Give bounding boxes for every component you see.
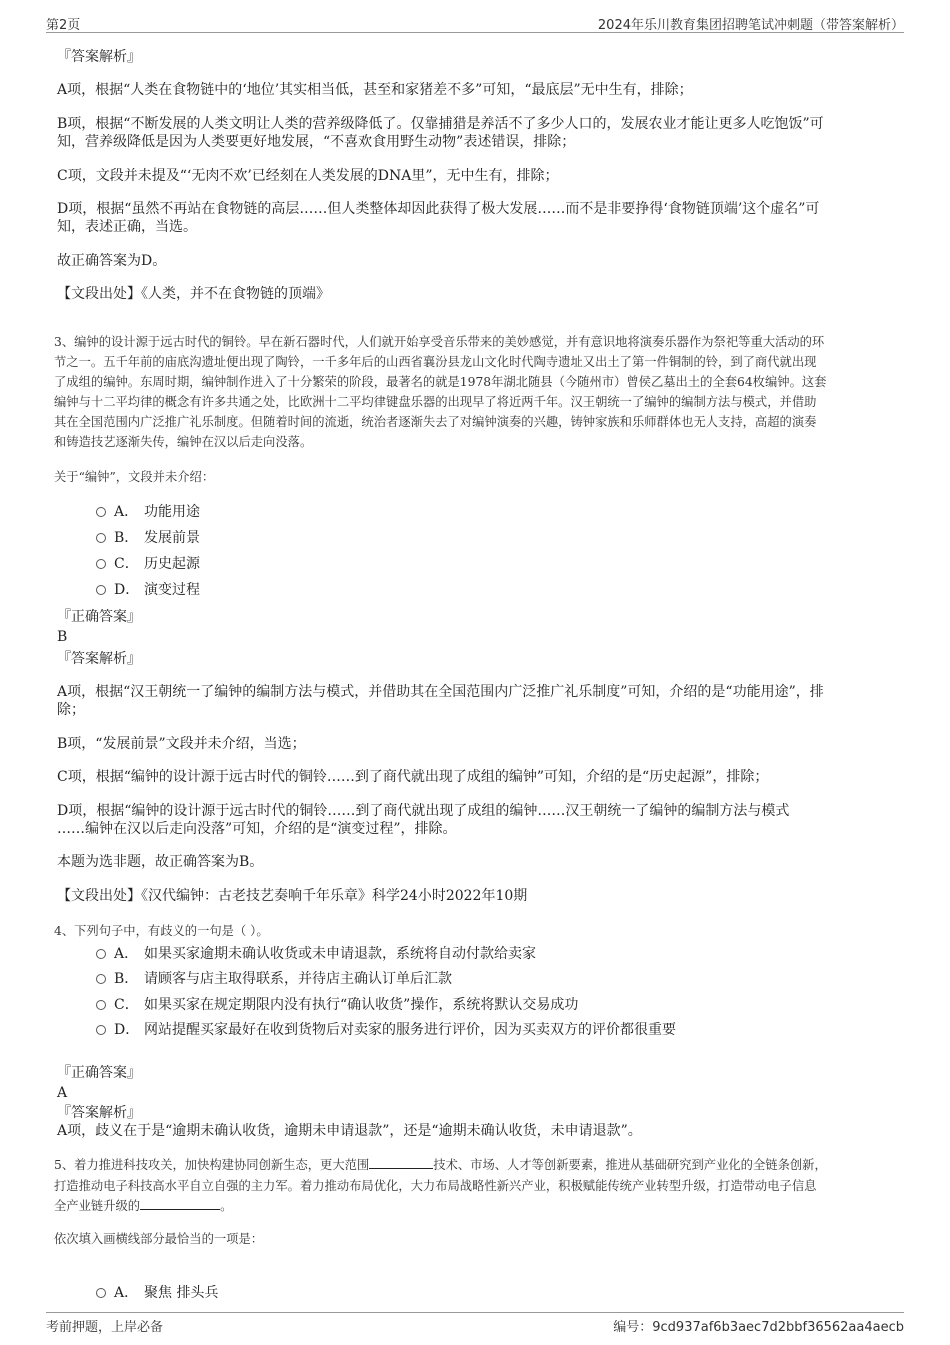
option-text: 功能用途 xyxy=(144,504,200,520)
radio-icon[interactable] xyxy=(96,507,106,517)
option-letter: A． xyxy=(114,946,139,962)
analysis-d-line1: D项，根据“虽然不再站在食物链的高层……但人类整体却因此获得了极大发展……而不是非要挣得‘食物链顶端’这个虚名”可 xyxy=(57,201,820,217)
option-b[interactable] xyxy=(96,969,452,989)
question-prompt: 依次填入画横线部分最恰当的一项是： xyxy=(54,1232,264,1246)
option-a[interactable] xyxy=(96,502,200,522)
analysis-d-line1: D项，根据“编钟的设计源于远古时代的铜铃……到了商代就出现了成组的编钟……汉王朝统一了编钟的编制方法与模式 xyxy=(57,803,790,819)
radio-icon[interactable] xyxy=(96,1000,106,1010)
document-title: 2024年乐川教育集团招聘笔试冲刺题（带答案解析） xyxy=(597,18,904,33)
analysis-label: 『答案解析』 xyxy=(57,49,141,65)
question-text-line1 xyxy=(54,1155,888,1175)
analysis-a-line2: 除； xyxy=(57,702,85,718)
radio-icon[interactable] xyxy=(96,533,106,543)
analysis-label: 『答案解析』 xyxy=(57,1105,141,1121)
fill-blank-1 xyxy=(369,1156,433,1169)
option-text: 聚焦 排头兵 xyxy=(144,1285,219,1301)
answer-value: B xyxy=(57,629,68,645)
option-text: 演变过程 xyxy=(144,582,200,598)
passage-line: 编钟与十二平均律的概念有许多共通之处，比欧洲十二平均律键盘乐器的出现早了将近两千年。汉王朝统一了编钟的编制方法与模式，并借助 xyxy=(54,395,817,409)
option-text: 请顾客与店主取得联系，并待店主确认订单后汇款 xyxy=(144,971,452,987)
radio-icon[interactable] xyxy=(96,974,106,984)
question-text-line3 xyxy=(54,1196,888,1216)
option-letter: C． xyxy=(114,997,139,1013)
option-c[interactable] xyxy=(96,554,200,574)
document-id-label: 编号： xyxy=(613,1320,653,1335)
answer-value: A xyxy=(57,1085,68,1101)
analysis-label: 『答案解析』 xyxy=(57,651,141,667)
option-text: 网站提醒买家最好在收到货物后对卖家的服务进行评价，因为买卖双方的评价都很重要 xyxy=(144,1022,676,1038)
analysis-text: A项，歧义在于是“逾期未确认收货，逾期未申请退款”，还是“逾期未确认收货，未申请退款”。 xyxy=(57,1123,642,1139)
question-text: 4、下列句子中，有歧义的一句是（ ）。 xyxy=(54,924,269,938)
option-letter: B． xyxy=(114,530,139,546)
document-id-value: 9cd937af6b3aec7d2bbf36562aa4aecb xyxy=(652,1320,904,1335)
radio-icon[interactable] xyxy=(96,585,106,595)
option-letter: B． xyxy=(114,971,139,987)
radio-icon[interactable] xyxy=(96,559,106,569)
conclusion: 故正确答案为D。 xyxy=(57,253,167,269)
option-text: 发展前景 xyxy=(144,530,200,546)
analysis-c: C项，根据“编钟的设计源于远古时代的铜铃……到了商代就出现了成组的编钟”可知，介绍的是“历史起源”，排除； xyxy=(57,769,769,785)
passage-line: 节之一。五千年前的庙底沟遗址便出现了陶铃，一千多年后的山西省襄汾县龙山文化时代陶寺遗址又出土了第一件铜制的铃，到了商代就出现 xyxy=(54,355,817,369)
question-text-part: 。 xyxy=(220,1199,233,1213)
analysis-d-line2: ……编钟在汉以后走向没落”可知，介绍的是“演变过程”，排除。 xyxy=(57,821,457,837)
option-d[interactable] xyxy=(96,580,200,600)
page-header xyxy=(46,10,904,33)
conclusion: 本题为选非题，故正确答案为B。 xyxy=(57,854,264,870)
question-text-part: 5、着力推进科技攻关，加快构建协同创新生态，更大范围 xyxy=(54,1158,370,1172)
option-text: 如果买家在规定期限内没有执行“确认收货”操作，系统将默认交易成功 xyxy=(144,997,579,1013)
option-letter: A． xyxy=(114,504,139,520)
answer-label: 『正确答案』 xyxy=(57,609,141,625)
analysis-c: C项，文段并未提及“‘无肉不欢’已经刻在人类发展的DNA里”，无中生有，排除； xyxy=(57,168,559,184)
option-c[interactable] xyxy=(96,995,578,1015)
option-d[interactable] xyxy=(96,1020,676,1040)
passage-line: 3、编钟的设计源于远古时代的铜铃。早在新石器时代，人们就开始享受音乐带来的美妙感觉，并有意识地将演奏乐器作为祭祀等重大活动的环 xyxy=(54,335,825,349)
radio-icon[interactable] xyxy=(96,1288,106,1298)
option-a[interactable] xyxy=(96,1283,218,1303)
option-letter: D． xyxy=(114,1022,140,1038)
footer-slogan: 考前押题，上岸必备 xyxy=(46,1320,164,1335)
option-letter: A． xyxy=(114,1285,139,1301)
question-text-part: 全产业链升级的 xyxy=(54,1199,141,1213)
option-letter: D． xyxy=(114,582,140,598)
question-text-part: 技术、市场、人才等创新要素，推进从基础研究到产业化的全链条创新， xyxy=(433,1158,827,1172)
passage-line: 其在全国范围内广泛推广礼乐制度。但随着时间的流逝，统治者逐渐失去了对编钟演奏的兴趣，铸钟家族和乐师群体也无人支持，高超的演奏 xyxy=(54,415,817,429)
passage-line: 和铸造技艺逐渐失传，编钟在汉以后走向没落。 xyxy=(54,435,313,449)
analysis-b: B项，“发展前景”文段并未介绍，当选； xyxy=(57,736,306,752)
option-text: 历史起源 xyxy=(144,556,200,572)
analysis-b-line1: B项，根据“不断发展的人类文明让人类的营养级降低了。仅靠捕猎是养活不了多少人口的，发展农业才能让更多人吃饱饭”可 xyxy=(57,116,824,132)
source: 【文段出处】《人类，并不在食物链的顶端》 xyxy=(57,286,330,302)
source: 【文段出处】《汉代编钟：古老技艺奏响千年乐章》科学24小时2022年10期 xyxy=(57,888,528,904)
option-letter: C． xyxy=(114,556,139,572)
question-prompt: 关于“编钟”，文段并未介绍： xyxy=(54,470,215,484)
option-a[interactable] xyxy=(96,944,536,964)
page-footer xyxy=(46,1312,904,1337)
page-number: 第2页 xyxy=(46,18,81,33)
radio-icon[interactable] xyxy=(96,949,106,959)
document-id xyxy=(613,1316,904,1335)
passage-line: 了成组的编钟。东周时期，编钟制作进入了十分繁荣的阶段，最著名的就是1978年湖北随县（今随州市）曾侯乙墓出土的全套64枚编钟。这套 xyxy=(54,375,827,389)
analysis-d-line2: 知，表述正确，当选。 xyxy=(57,219,197,235)
analysis-a-line1: A项，根据“汉王朝统一了编钟的编制方法与模式，并借助其在全国范围内广泛推广礼乐制度”可知，介绍的是“功能用途”，排 xyxy=(57,684,824,700)
option-text: 如果买家逾期未确认收货或未申请退款，系统将自动付款给卖家 xyxy=(144,946,536,962)
analysis-b-line2: 知，营养级降低是因为人类要更好地发展，“不喜欢食用野生动物”表述错误，排除； xyxy=(57,134,576,150)
fill-blank-2 xyxy=(140,1197,220,1210)
answer-label: 『正确答案』 xyxy=(57,1065,141,1081)
analysis-a: A项，根据“人类在食物链中的‘地位’其实相当低，甚至和家猪差不多”可知，“最底层”无中生有，排除； xyxy=(57,82,693,98)
question-text-line2: 打造推动电子科技高水平自立自强的主力军。着力推动布局优化，大力布局战略性新兴产业，积极赋能传统产业转型升级，打造带动电子信息 xyxy=(54,1179,817,1193)
option-b[interactable] xyxy=(96,528,200,548)
radio-icon[interactable] xyxy=(96,1025,106,1035)
